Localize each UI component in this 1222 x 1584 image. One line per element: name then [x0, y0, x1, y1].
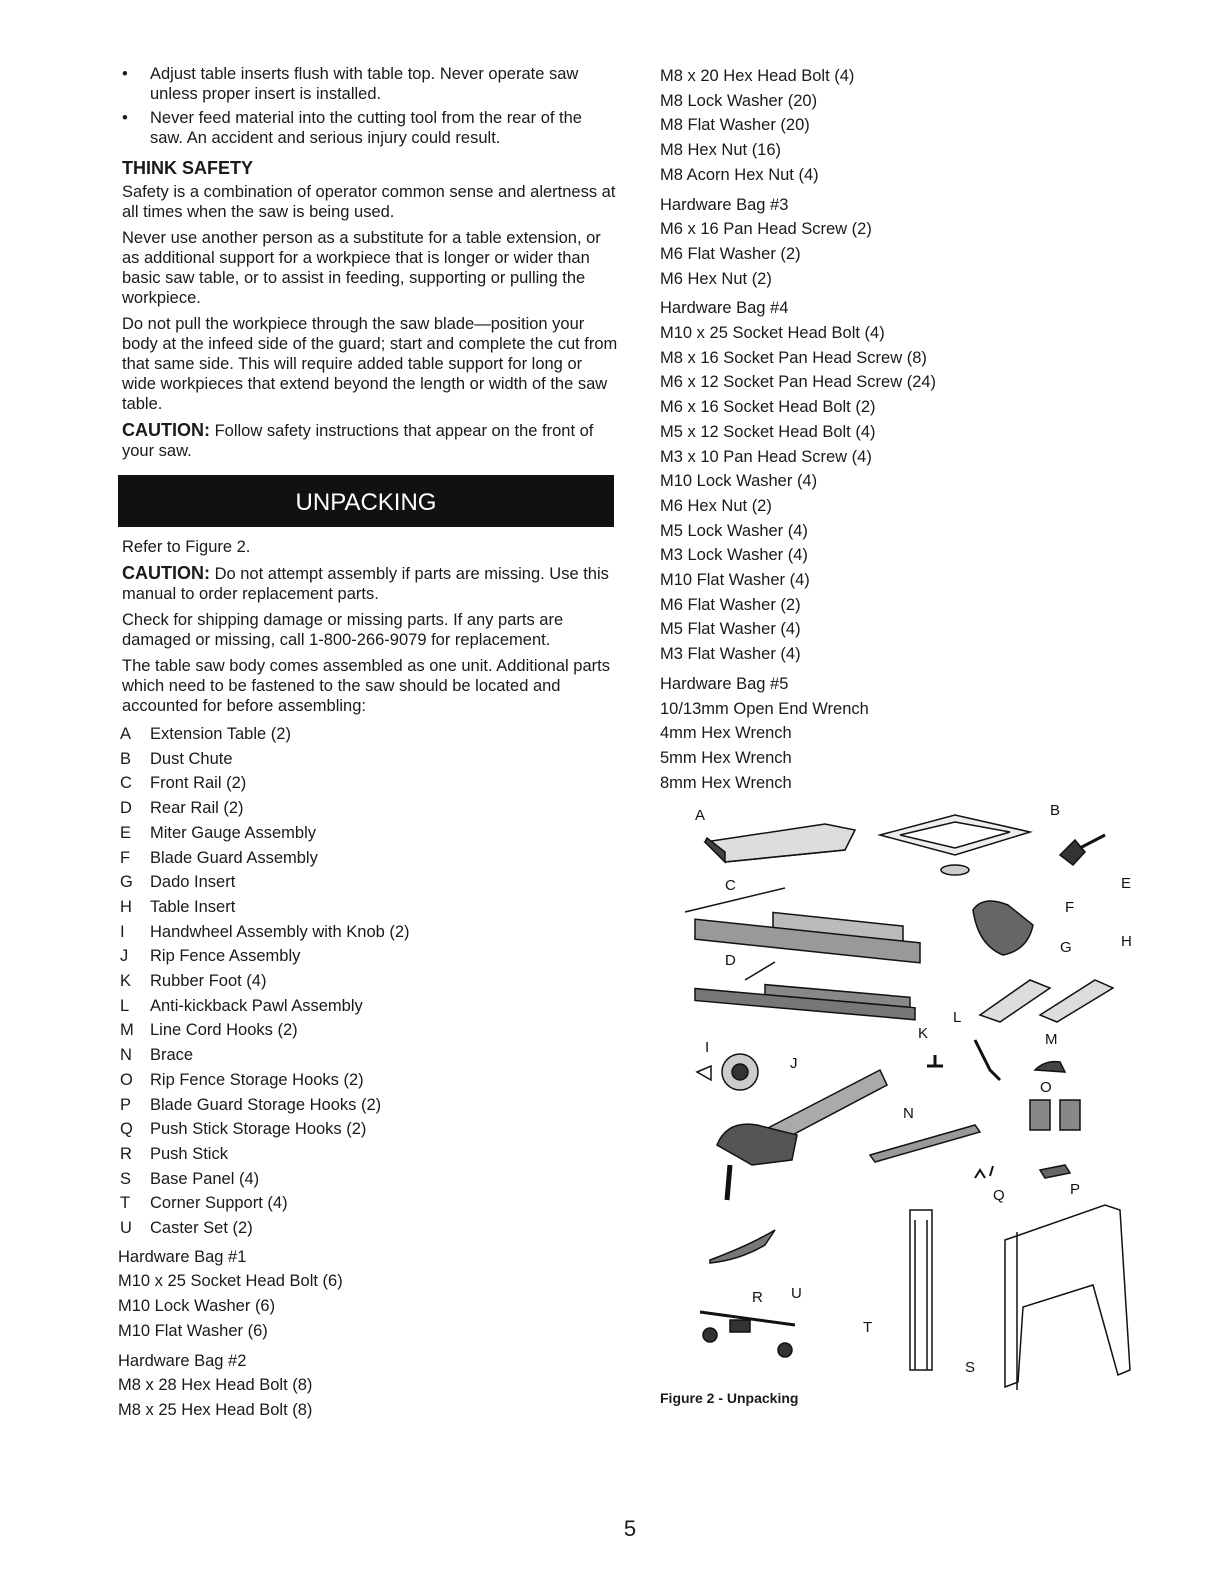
figure-label: D	[725, 952, 736, 969]
figure-label: R	[752, 1289, 763, 1306]
handwheel-illustration	[697, 1054, 758, 1090]
part-item	[118, 796, 618, 821]
hardware-item: M8 x 28 Hex Head Bolt (8)	[118, 1376, 313, 1395]
part-item	[118, 846, 618, 871]
part-letter: R	[120, 1144, 132, 1163]
part-name: Base Panel (4)	[150, 1169, 260, 1188]
blade-guard-illustration	[973, 901, 1033, 955]
part-letter: F	[120, 848, 131, 867]
hardware-item: M3 Lock Washer (4)	[660, 546, 808, 565]
part-letter: P	[120, 1095, 132, 1114]
caution-label: CAUTION:	[122, 420, 210, 440]
hardware-item: M10 Flat Washer (6)	[118, 1321, 268, 1340]
think-safety-paragraph: Do not pull the workpiece through the saw blade—position your body at the infeed side of the guard; start and complete the cut from that same side. This will require added table support for long or wide workpieces that extend beyond the length or width of the saw table.	[122, 315, 618, 413]
part-item	[118, 1043, 618, 1068]
figure-label: G	[1060, 939, 1072, 956]
hardware-bag-title: Hardware Bag #3	[660, 195, 789, 214]
parts-list	[118, 722, 618, 1241]
hardware-item: M5 Flat Washer (4)	[660, 620, 801, 639]
hardware-item: M10 x 25 Socket Head Bolt (6)	[118, 1272, 343, 1291]
hardware-list-left	[118, 1245, 618, 1423]
part-letter: E	[120, 823, 132, 842]
hardware-item: M3 x 10 Pan Head Screw (4)	[660, 447, 872, 466]
dust-chute-illustration	[880, 815, 1030, 875]
part-letter: U	[120, 1219, 132, 1238]
hardware-item: M8 x 25 Hex Head Bolt (8)	[118, 1400, 313, 1419]
figure-label: A	[695, 807, 706, 824]
part-name: Blade Guard Storage Hooks (2)	[150, 1095, 382, 1114]
part-name: Dust Chute	[150, 749, 233, 768]
caution-text: Do not attempt assembly if parts are missing. Use this manual to order replacement parts.	[122, 565, 609, 603]
brace-illustration	[870, 1125, 980, 1162]
figure-label: K	[918, 1025, 929, 1042]
hardware-item: M3 Flat Washer (4)	[660, 645, 801, 664]
part-item	[118, 1068, 618, 1093]
refer-figure: Refer to Figure 2.	[122, 538, 251, 556]
part-letter: A	[120, 725, 132, 743]
page-number: 5	[623, 1516, 637, 1541]
part-name: Line Cord Hooks (2)	[150, 1021, 298, 1040]
hardware-item: M5 Lock Washer (4)	[660, 521, 808, 540]
part-letter: L	[120, 996, 130, 1015]
unpacking-paragraph: The table saw body comes assembled as one unit. Additional parts which need to be fastened to the saw should be located and accounted for before assembling:	[122, 657, 610, 715]
think-safety-paragraph: Safety is a combination of operator common sense and alertness at all times when the saw is being used.	[122, 183, 616, 221]
part-letter: O	[120, 1070, 133, 1089]
right-column	[660, 64, 1020, 800]
hardware-item: M10 Lock Washer (4)	[660, 472, 818, 491]
part-name: Brace	[150, 1046, 194, 1065]
hardware-item: M6 Flat Washer (2)	[660, 244, 801, 263]
hardware-item: 10/13mm Open End Wrench	[660, 699, 869, 718]
figure-label: J	[790, 1055, 798, 1072]
figure-label: O	[1040, 1079, 1052, 1096]
part-item	[118, 1167, 618, 1192]
part-item	[118, 944, 618, 969]
part-name: Handwheel Assembly with Knob (2)	[150, 922, 410, 941]
caster-illustration	[700, 1312, 795, 1357]
part-letter: G	[120, 873, 133, 892]
hardware-item: M6 Hex Nut (2)	[660, 496, 772, 515]
part-letter: N	[120, 1046, 132, 1065]
part-item	[118, 1142, 618, 1167]
think-safety-paragraph: Never use another person as a substitute for a table extension, or as additional support for a workpiece that is longer or wider than basic saw table, or to assist in feeding, supporting or pulling the workpiece.	[122, 229, 601, 307]
hardware-item: M8 x 16 Socket Pan Head Screw (8)	[660, 348, 927, 367]
front-rail-illustration	[685, 888, 920, 963]
part-name: Blade Guard Assembly	[150, 848, 318, 867]
part-name: Rubber Foot (4)	[150, 972, 267, 991]
part-name: Front Rail (2)	[150, 774, 247, 793]
figure-label: Q	[993, 1187, 1005, 1204]
part-name: Dado Insert	[150, 873, 236, 892]
caution-label: CAUTION:	[122, 563, 210, 583]
part-name: Anti-kickback Pawl Assembly	[150, 996, 363, 1015]
part-name: Table Insert	[150, 897, 236, 916]
part-name: Caster Set (2)	[150, 1219, 253, 1238]
hardware-item: 8mm Hex Wrench	[660, 773, 792, 792]
part-item	[118, 1093, 618, 1118]
part-name: Rear Rail (2)	[150, 799, 244, 818]
push-stick-illustration	[710, 1230, 775, 1263]
unpacking-paragraph: Check for shipping damage or missing parts. If any parts are damaged or missing, call 1-800-266-9079 for replacement.	[122, 611, 564, 649]
hardware-item: 4mm Hex Wrench	[660, 724, 792, 743]
hardware-group	[118, 1349, 618, 1423]
part-name: Rip Fence Assembly	[150, 947, 301, 966]
part-item	[118, 870, 618, 895]
part-name: Push Stick	[150, 1144, 228, 1163]
part-item	[118, 722, 618, 747]
figure-label: N	[903, 1105, 914, 1122]
figure-label: E	[1121, 875, 1132, 892]
hardware-bag-title: Hardware Bag #1	[118, 1247, 247, 1266]
part-name: Rip Fence Storage Hooks (2)	[150, 1070, 364, 1089]
hardware-item: M10 Flat Washer (4)	[660, 571, 810, 590]
left-column	[118, 64, 618, 1428]
unpacking-banner: UNPACKING	[118, 475, 614, 527]
part-letter: H	[120, 897, 132, 916]
think-safety-caution	[122, 420, 618, 461]
part-letter: I	[120, 922, 125, 941]
think-safety-heading: THINK SAFETY	[122, 158, 254, 178]
part-name: Corner Support (4)	[150, 1194, 288, 1213]
part-item	[118, 821, 618, 846]
caution-text: Follow safety instructions that appear on the front of your saw.	[122, 422, 594, 460]
miter-gauge-illustration	[1060, 835, 1105, 865]
hardware-item: M6 x 16 Pan Head Screw (2)	[660, 220, 872, 239]
hardware-item: M5 x 12 Socket Head Bolt (4)	[660, 422, 876, 441]
part-letter: K	[120, 972, 132, 991]
part-item	[118, 1018, 618, 1043]
part-letter: S	[120, 1169, 132, 1188]
figure-label: U	[791, 1285, 802, 1302]
storage-hooks-illustration	[975, 1100, 1080, 1178]
part-item	[118, 747, 618, 772]
part-item	[118, 1191, 618, 1216]
part-letter: J	[120, 947, 129, 966]
hardware-item: M8 Hex Nut (16)	[660, 141, 782, 160]
part-name: Push Stick Storage Hooks (2)	[150, 1120, 367, 1139]
hardware-item: M6 Flat Washer (2)	[660, 595, 801, 614]
hardware-list-right	[660, 64, 1020, 795]
figure-label: S	[965, 1359, 976, 1376]
hardware-item: M10 x 25 Socket Head Bolt (4)	[660, 324, 885, 343]
hardware-bag-title: Hardware Bag #4	[660, 299, 789, 318]
figure-label: H	[1121, 933, 1132, 950]
safety-bullet: • Adjust table inserts flush with table top. Never operate saw unless proper insert is installed.	[118, 64, 618, 104]
hardware-item: 5mm Hex Wrench	[660, 748, 792, 767]
part-letter: Q	[120, 1120, 133, 1139]
figure-label: I	[705, 1039, 710, 1056]
hardware-item: M8 Lock Washer (20)	[660, 91, 818, 110]
hardware-group	[660, 64, 1020, 188]
hardware-item: M8 Acorn Hex Nut (4)	[660, 165, 819, 184]
part-item	[118, 920, 618, 945]
hardware-item: M6 x 16 Socket Head Bolt (2)	[660, 398, 876, 417]
base-panel-illustration	[1005, 1205, 1130, 1390]
hardware-group	[660, 672, 1020, 796]
part-item	[118, 994, 618, 1019]
hardware-item: M6 x 12 Socket Pan Head Screw (24)	[660, 373, 937, 392]
part-letter: D	[120, 799, 132, 818]
hardware-item: M8 Flat Washer (20)	[660, 116, 810, 135]
part-letter: C	[120, 774, 132, 793]
figure-label: L	[953, 1009, 962, 1026]
figure-label: C	[725, 877, 736, 894]
corner-support-illustration	[910, 1210, 932, 1370]
rear-rail-illustration	[695, 962, 915, 1020]
figure-label: T	[863, 1319, 873, 1336]
part-item	[118, 1216, 618, 1241]
part-item	[118, 1117, 618, 1142]
safety-bullet: • Never feed material into the cutting tool from the rear of the saw. An accident and serious injury could result.	[118, 108, 618, 148]
hardware-group	[118, 1245, 618, 1344]
unpacking-figure	[655, 800, 1155, 1420]
hardware-group	[660, 296, 1020, 667]
extension-table-illustration	[705, 824, 855, 862]
figure-label: M	[1045, 1031, 1058, 1048]
part-item	[118, 969, 618, 994]
part-name: Miter Gauge Assembly	[150, 823, 316, 842]
part-item	[118, 771, 618, 796]
hardware-bag-title: Hardware Bag #5	[660, 674, 789, 693]
unpacking-caution	[122, 563, 618, 604]
figure-label: P	[1070, 1181, 1081, 1198]
part-name: Extension Table (2)	[150, 725, 291, 743]
insert-illustration	[980, 980, 1113, 1022]
part-letter: B	[120, 749, 132, 768]
part-letter: M	[120, 1021, 134, 1040]
figure-caption: Figure 2 - Unpacking	[660, 1390, 799, 1406]
hardware-bag-title: Hardware Bag #2	[118, 1351, 247, 1370]
hardware-item: M8 x 20 Hex Head Bolt (4)	[660, 67, 855, 85]
hardware-group	[660, 193, 1020, 292]
hardware-item: M10 Lock Washer (6)	[118, 1297, 276, 1316]
figure-label: F	[1065, 899, 1075, 916]
part-letter: T	[120, 1194, 131, 1213]
part-item	[118, 895, 618, 920]
hardware-item: M6 Hex Nut (2)	[660, 269, 772, 288]
figure-label: B	[1050, 802, 1061, 819]
